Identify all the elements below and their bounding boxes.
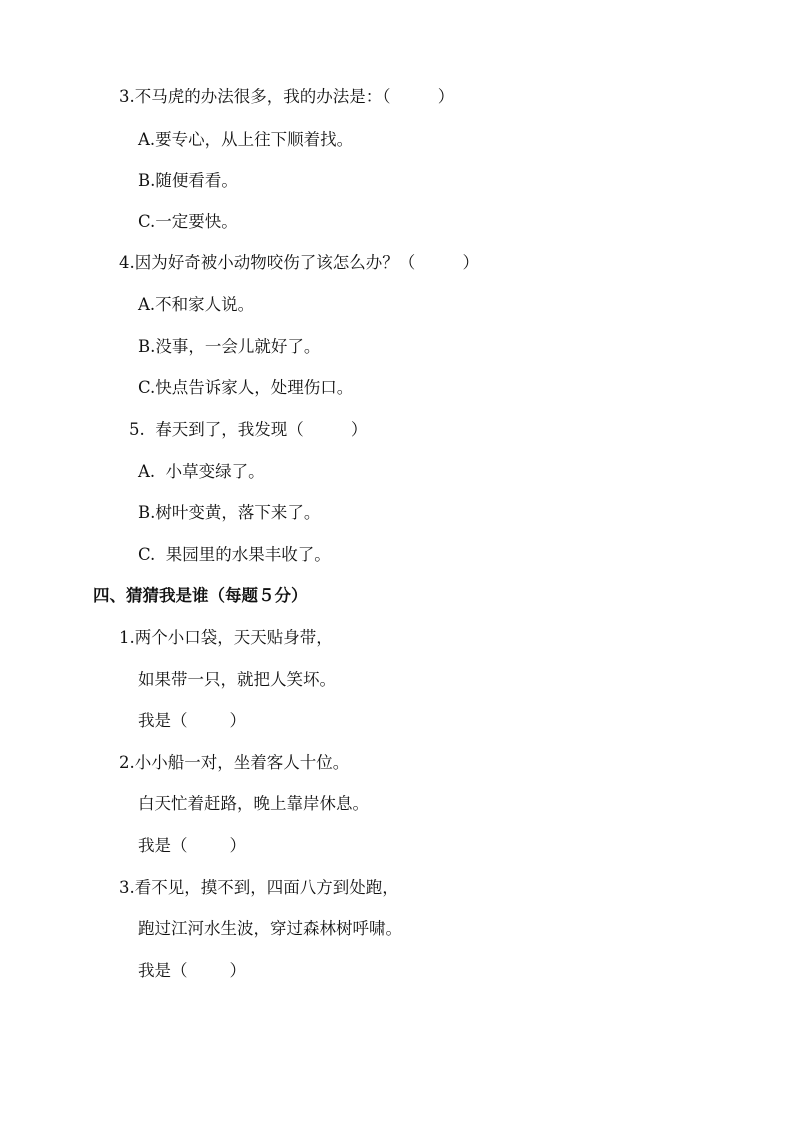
question-5-option-b: B.树叶变黄，落下来了。	[138, 503, 321, 522]
section-4-heading: 四、猜猜我是谁（每题５分）	[93, 586, 308, 605]
question-3-option-a: A.要专心，从上往下顺着找。	[138, 130, 354, 149]
riddle-3-line-1: 3.看不见，摸不到，四面八方到处跑，	[119, 878, 399, 897]
question-3-option-c: C.一定要快。	[138, 212, 238, 231]
riddle-1-line-2: 如果带一只，就把人笑坏。	[138, 670, 336, 689]
question-5-option-c: C. 果园里的水果丰收了。	[138, 545, 331, 564]
riddle-1-line-1: 1.两个小口袋，天天贴身带，	[119, 628, 333, 647]
question-4: 4.因为好奇被小动物咬伤了该怎么办？（ ）	[119, 253, 479, 272]
riddle-2-answer: 我是（ ）	[138, 836, 246, 855]
riddle-3-answer: 我是（ ）	[138, 961, 246, 980]
question-3-option-b: B.随便看看。	[138, 171, 238, 190]
question-4-option-c: C.快点告诉家人，处理伤口。	[138, 378, 354, 397]
riddle-1-answer: 我是（ ）	[138, 711, 246, 730]
question-3: 3.不马虎的办法很多，我的办法是：（ ）	[119, 87, 455, 106]
question-5-option-a: A. 小草变绿了。	[138, 462, 265, 481]
question-4-option-a: A.不和家人说。	[138, 295, 255, 314]
question-4-option-b: B.没事，一会儿就好了。	[138, 337, 321, 356]
question-5: 5. 春天到了，我发现（ ）	[129, 420, 368, 439]
riddle-2-line-1: 2.小小船一对，坐着客人十位。	[119, 753, 350, 772]
riddle-2-line-2: 白天忙着赶路，晚上靠岸休息。	[138, 794, 369, 813]
riddle-3-line-2: 跑过江河水生波，穿过森林树呼啸。	[138, 919, 402, 938]
